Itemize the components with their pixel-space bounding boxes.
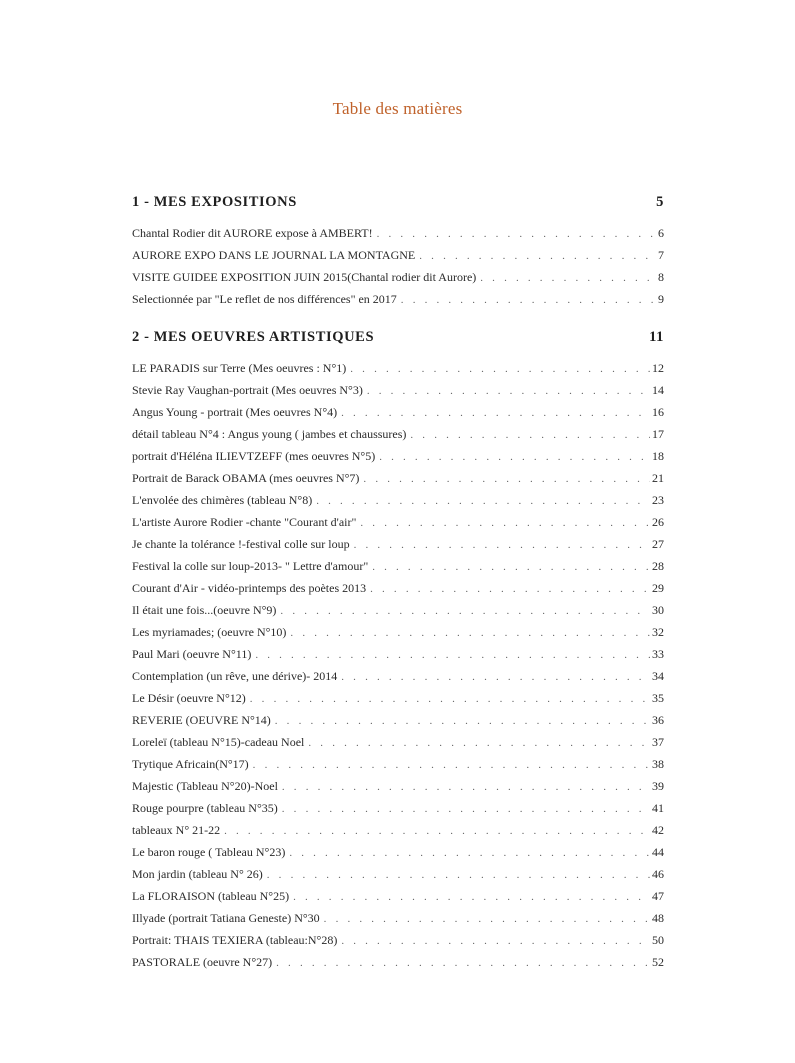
toc-entry-label: Angus Young - portrait (Mes oeuvres N°4)	[132, 405, 338, 419]
toc-entry-page: 36	[652, 713, 664, 727]
toc-entry-page: 17	[652, 427, 664, 441]
leader-dots	[308, 737, 650, 749]
toc-entry-page: 34	[652, 669, 664, 683]
toc-entry[interactable]	[132, 779, 664, 795]
leader-dots	[363, 473, 650, 485]
toc-entry-label: Le Désir (oeuvre N°12)	[132, 691, 246, 705]
toc-entry-label: détail tableau N°4 : Angus young ( jambes et chaussures)	[132, 427, 407, 441]
leader-dots	[379, 451, 650, 463]
toc-entry-label: Selectionnée par "Le reflet de nos différences" en 2017	[132, 292, 397, 306]
toc-entry-label: tableaux N° 21-22	[132, 823, 221, 837]
toc-entry-page: 21	[652, 471, 664, 485]
toc-entry[interactable]	[132, 292, 664, 308]
toc-entry[interactable]	[132, 955, 664, 971]
leader-dots	[419, 250, 656, 262]
toc-entry-page: 32	[652, 625, 664, 639]
toc-entry-label: Chantal Rodier dit AURORE expose à AMBERT!	[132, 226, 373, 240]
toc-entry-page: 46	[652, 867, 664, 881]
toc-entry[interactable]	[132, 581, 664, 597]
toc-entry[interactable]	[132, 691, 664, 707]
leader-dots	[276, 957, 650, 969]
toc-entry-page: 8	[658, 270, 664, 284]
toc-entry-label: Les myriamades; (oeuvre N°10)	[132, 625, 287, 639]
leader-dots	[293, 891, 650, 903]
toc-entry[interactable]	[132, 603, 664, 619]
leader-dots	[290, 627, 650, 639]
toc-entry-page: 28	[652, 559, 664, 573]
toc-entry-label: Loreleï (tableau N°15)-cadeau Noel	[132, 735, 305, 749]
toc-entry-page: 42	[652, 823, 664, 837]
leader-dots	[316, 495, 650, 507]
toc-entry-page: 29	[652, 581, 664, 595]
toc-entry[interactable]	[132, 823, 664, 839]
toc-entry[interactable]	[132, 449, 664, 465]
section-heading-label: 1 - MES EXPOSITIONS	[132, 194, 297, 210]
toc-entry-page: 30	[652, 603, 664, 617]
leader-dots	[354, 539, 650, 551]
toc-entry-page: 48	[652, 911, 664, 925]
section-heading-label: 2 - MES OEUVRES ARTISTIQUES	[132, 329, 375, 345]
toc-entry-page: 33	[652, 647, 664, 661]
toc-entry-page: 38	[652, 757, 664, 771]
toc-entry-page: 27	[652, 537, 664, 551]
toc-entry[interactable]	[132, 427, 664, 443]
leader-dots	[377, 228, 656, 240]
toc-entry-page: 50	[652, 933, 664, 947]
section-heading-page: 11	[649, 329, 664, 345]
toc-entry[interactable]	[132, 889, 664, 905]
toc-entry[interactable]	[132, 713, 664, 729]
toc-entry-page: 39	[652, 779, 664, 793]
toc-entry-page: 52	[652, 955, 664, 969]
toc-entry-label: Il était une fois...(oeuvre N°9)	[132, 603, 277, 617]
leader-dots	[367, 385, 650, 397]
toc-entry[interactable]	[132, 226, 664, 242]
toc-entry-page: 47	[652, 889, 664, 903]
toc-entry-label: Courant d'Air - vidéo-printemps des poètes 2013	[132, 581, 367, 595]
toc-entry-page: 7	[658, 248, 664, 262]
toc-entry[interactable]	[132, 757, 664, 773]
toc-entry-page: 16	[652, 405, 664, 419]
toc-entry[interactable]	[132, 735, 664, 751]
toc-entry-label: Trytique Africain(N°17)	[132, 757, 249, 771]
leader-dots	[372, 561, 650, 573]
section-heading-expositions[interactable]	[132, 194, 664, 211]
leader-dots	[255, 649, 650, 661]
toc-entry-page: 9	[658, 292, 664, 306]
leader-dots	[350, 363, 650, 375]
toc-entry-label: Le baron rouge ( Tableau N°23)	[132, 845, 286, 859]
toc-entry-label: Mon jardin (tableau N° 26)	[132, 867, 263, 881]
toc-entry-label: Majestic (Tableau N°20)-Noel	[132, 779, 278, 793]
toc-entry[interactable]	[132, 361, 664, 377]
toc-entry-page: 35	[652, 691, 664, 705]
toc-entry[interactable]	[132, 248, 664, 264]
leader-dots	[275, 715, 650, 727]
leader-dots	[289, 847, 650, 859]
toc-entry-label: L'envolée des chimères (tableau N°8)	[132, 493, 313, 507]
toc-entry-label: VISITE GUIDEE EXPOSITION JUIN 2015(Chantal rodier dit Aurore)	[132, 270, 477, 284]
section-heading-oeuvres[interactable]	[132, 329, 664, 346]
leader-dots	[324, 913, 650, 925]
page-title: Table des matières	[332, 99, 463, 118]
toc-entry[interactable]	[132, 270, 664, 286]
leader-dots	[370, 583, 650, 595]
toc-entry[interactable]	[132, 647, 664, 663]
toc-entry[interactable]	[132, 405, 664, 421]
toc-entry-label: La FLORAISON (tableau N°25)	[132, 889, 290, 903]
leader-dots	[480, 272, 656, 284]
toc-entry[interactable]	[132, 911, 664, 927]
toc-entry-page: 41	[652, 801, 664, 815]
leader-dots	[250, 693, 650, 705]
leader-dots	[253, 759, 650, 771]
toc-entry[interactable]	[132, 845, 664, 861]
toc-entry-label: PASTORALE (oeuvre N°27)	[132, 955, 273, 969]
toc-entry[interactable]	[132, 625, 664, 641]
toc-entry[interactable]	[132, 515, 664, 531]
toc-entry-label: Stevie Ray Vaughan-portrait (Mes oeuvres N°3)	[132, 383, 363, 397]
toc-entry-label: Rouge pourpre (tableau N°35)	[132, 801, 278, 815]
toc-entry[interactable]	[132, 383, 664, 399]
toc-entry-label: Festival la colle sur loup-2013- " Lettre d'amour"	[132, 559, 369, 573]
leader-dots	[401, 294, 656, 306]
leader-dots	[282, 781, 650, 793]
toc-entry[interactable]	[132, 933, 664, 949]
toc-entry-page: 37	[652, 735, 664, 749]
toc-entry-page: 44	[652, 845, 664, 859]
toc-entry-label: Contemplation (un rêve, une dérive)- 2014	[132, 669, 338, 683]
section-heading-page: 5	[656, 194, 664, 210]
toc-entry-label: L'artiste Aurore Rodier -chante "Courant d'air"	[132, 515, 357, 529]
toc-entry-page: 23	[652, 493, 664, 507]
toc-entry-page: 18	[652, 449, 664, 463]
leader-dots	[341, 935, 650, 947]
toc-entry[interactable]	[132, 867, 664, 883]
toc-entry-label: Paul Mari (oeuvre N°11)	[132, 647, 252, 661]
toc-entry[interactable]	[132, 537, 664, 553]
toc-entry-page: 12	[652, 361, 664, 375]
toc-entry-page: 26	[652, 515, 664, 529]
toc-entry-label: portrait d'Héléna ILIEVTZEFF (mes oeuvres N°5)	[132, 449, 376, 463]
leader-dots	[280, 605, 650, 617]
toc-entry-label: LE PARADIS sur Terre (Mes oeuvres : N°1)	[132, 361, 347, 375]
leader-dots	[224, 825, 650, 837]
leader-dots	[341, 407, 650, 419]
toc-entry-label: Portrait de Barack OBAMA (mes oeuvres N°7)	[132, 471, 360, 485]
toc-entry[interactable]	[132, 493, 664, 509]
toc-entry-label: Portrait: THAIS TEXIERA (tableau:N°28)	[132, 933, 338, 947]
toc-entry-page: 6	[658, 226, 664, 240]
toc-entry[interactable]	[132, 669, 664, 685]
leader-dots	[282, 803, 650, 815]
toc-entry-label: REVERIE (OEUVRE N°14)	[132, 713, 271, 727]
leader-dots	[360, 517, 650, 529]
toc-entry-label: Je chante la tolérance !-festival colle sur loup	[132, 537, 350, 551]
toc-entry-label: Illyade (portrait Tatiana Geneste) N°30	[132, 911, 320, 925]
toc-entry-page: 14	[652, 383, 664, 397]
leader-dots	[267, 869, 650, 881]
toc-entry[interactable]	[132, 801, 664, 817]
toc-entry[interactable]	[132, 559, 664, 575]
toc-entry-label: AURORE EXPO DANS LE JOURNAL LA MONTAGNE	[132, 248, 416, 262]
leader-dots	[410, 429, 650, 441]
toc-entry[interactable]	[132, 471, 664, 487]
leader-dots	[341, 671, 650, 683]
